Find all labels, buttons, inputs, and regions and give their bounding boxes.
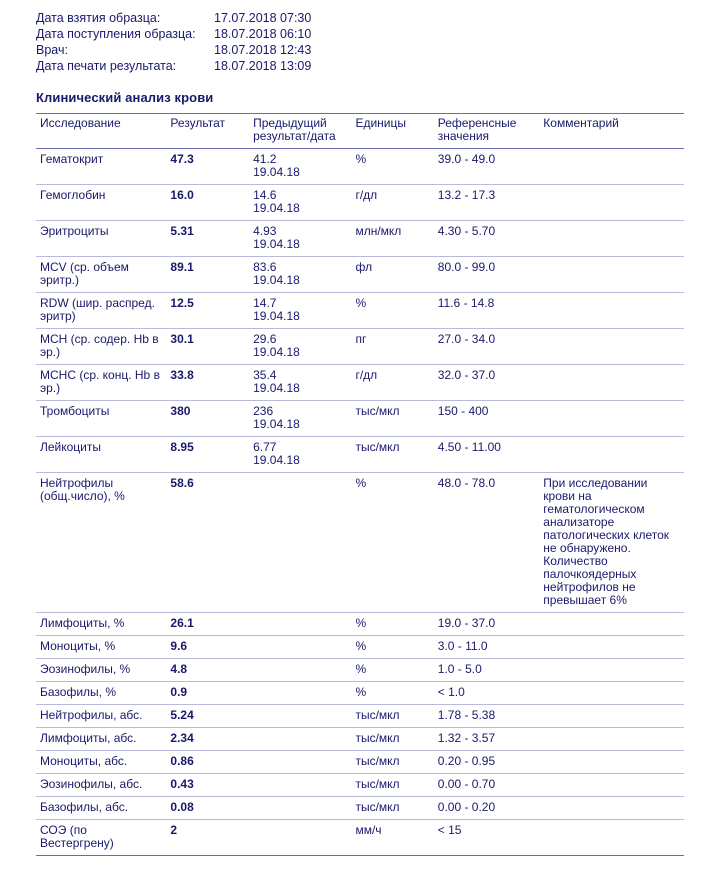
meta-row-clipped bbox=[36, 2, 684, 10]
column-header-name: Исследование bbox=[36, 114, 166, 149]
cell-result: 2.34 bbox=[166, 728, 249, 751]
cell-previous bbox=[249, 797, 351, 820]
cell-reference: 1.78 - 5.38 bbox=[434, 705, 540, 728]
cell-name: Тромбоциты bbox=[36, 401, 166, 437]
cell-previous-value: 41.2 bbox=[253, 152, 277, 166]
cell-name: Гемоглобин bbox=[36, 185, 166, 221]
cell-units: % bbox=[351, 636, 433, 659]
cell-previous bbox=[249, 473, 351, 613]
cell-units: тыс/мкл bbox=[351, 728, 433, 751]
cell-units: % bbox=[351, 473, 433, 613]
table-row bbox=[36, 636, 684, 659]
cell-previous bbox=[249, 820, 351, 856]
cell-previous bbox=[249, 613, 351, 636]
cell-result: 26.1 bbox=[166, 613, 249, 636]
cell-previous-date: 19.04.18 bbox=[253, 345, 300, 359]
table-row bbox=[36, 473, 684, 613]
cell-reference: 1.32 - 3.57 bbox=[434, 728, 540, 751]
cell-units: тыс/мкл bbox=[351, 751, 433, 774]
cell-reference: 4.50 - 11.00 bbox=[434, 437, 540, 473]
cell-comment bbox=[539, 820, 684, 856]
cell-units: мм/ч bbox=[351, 820, 433, 856]
cell-previous-date: 19.04.18 bbox=[253, 237, 300, 251]
cell-previous bbox=[249, 293, 351, 329]
cell-previous-date: 19.04.18 bbox=[253, 453, 300, 467]
column-header-units: Единицы bbox=[351, 114, 433, 149]
column-header-reference: Референсные значения bbox=[434, 114, 540, 149]
column-header-previous: Предыдущий результат/дата bbox=[249, 114, 351, 149]
cell-previous bbox=[249, 365, 351, 401]
cell-name: RDW (шир. распред. эритр) bbox=[36, 293, 166, 329]
cell-name: Базофилы, абс. bbox=[36, 797, 166, 820]
meta-row-print-date bbox=[36, 58, 684, 74]
cell-name: Эозинофилы, % bbox=[36, 659, 166, 682]
cell-comment bbox=[539, 257, 684, 293]
table-row bbox=[36, 705, 684, 728]
analysis-table bbox=[36, 113, 684, 856]
analysis-table-body bbox=[36, 149, 684, 856]
cell-units: фл bbox=[351, 257, 433, 293]
cell-previous-value: 4.93 bbox=[253, 224, 277, 238]
cell-name: MCH (ср. содер. Hb в эр.) bbox=[36, 329, 166, 365]
cell-previous bbox=[249, 149, 351, 185]
cell-units: % bbox=[351, 613, 433, 636]
cell-previous bbox=[249, 774, 351, 797]
meta-value-sample-received: 18.07.2018 06:10 bbox=[214, 27, 312, 41]
cell-reference: < 1.0 bbox=[434, 682, 540, 705]
cell-result: 47.3 bbox=[166, 149, 249, 185]
cell-previous bbox=[249, 705, 351, 728]
cell-reference: 32.0 - 37.0 bbox=[434, 365, 540, 401]
report-meta-block bbox=[36, 0, 684, 74]
cell-units: тыс/мкл bbox=[351, 774, 433, 797]
cell-name: Нейтрофилы (общ.число), % bbox=[36, 473, 166, 613]
meta-label-sample-taken: Дата взятия образца: bbox=[36, 11, 161, 25]
meta-row-sample-received bbox=[36, 26, 684, 42]
cell-comment bbox=[539, 401, 684, 437]
cell-previous-value: 29.6 bbox=[253, 332, 277, 346]
cell-units: % bbox=[351, 293, 433, 329]
table-row bbox=[36, 401, 684, 437]
table-row bbox=[36, 365, 684, 401]
cell-comment bbox=[539, 185, 684, 221]
cell-units: тыс/мкл bbox=[351, 401, 433, 437]
cell-result: 5.24 bbox=[166, 705, 249, 728]
table-row bbox=[36, 329, 684, 365]
cell-name: Гематокрит bbox=[36, 149, 166, 185]
page-footer bbox=[36, 862, 684, 874]
cell-previous bbox=[249, 257, 351, 293]
column-header-result: Результат bbox=[166, 114, 249, 149]
cell-previous bbox=[249, 221, 351, 257]
meta-row-doctor bbox=[36, 42, 684, 58]
cell-previous bbox=[249, 636, 351, 659]
cell-name: MCHC (ср. конц. Hb в эр.) bbox=[36, 365, 166, 401]
cell-reference: 3.0 - 11.0 bbox=[434, 636, 540, 659]
cell-name: Моноциты, абс. bbox=[36, 751, 166, 774]
cell-previous bbox=[249, 659, 351, 682]
cell-previous-date: 19.04.18 bbox=[253, 381, 300, 395]
cell-previous-value: 6.77 bbox=[253, 440, 277, 454]
meta-value-sample-taken: 17.07.2018 07:30 bbox=[214, 11, 312, 25]
meta-label-doctor: Врач: bbox=[36, 43, 68, 57]
cell-previous-date: 19.04.18 bbox=[253, 201, 300, 215]
cell-units: г/дл bbox=[351, 185, 433, 221]
cell-comment bbox=[539, 682, 684, 705]
table-row bbox=[36, 149, 684, 185]
cell-previous-date: 19.04.18 bbox=[253, 273, 300, 287]
cell-units: тыс/мкл bbox=[351, 437, 433, 473]
cell-result: 4.8 bbox=[166, 659, 249, 682]
cell-result: 30.1 bbox=[166, 329, 249, 365]
cell-result: 0.43 bbox=[166, 774, 249, 797]
cell-result: 2 bbox=[166, 820, 249, 856]
meta-value-print-date: 18.07.2018 13:09 bbox=[214, 59, 312, 73]
cell-previous bbox=[249, 751, 351, 774]
cell-result: 0.86 bbox=[166, 751, 249, 774]
cell-previous bbox=[249, 682, 351, 705]
cell-comment bbox=[539, 437, 684, 473]
cell-previous-date: 19.04.18 bbox=[253, 417, 300, 431]
cell-name: Базофилы, % bbox=[36, 682, 166, 705]
cell-reference: 1.0 - 5.0 bbox=[434, 659, 540, 682]
table-row bbox=[36, 751, 684, 774]
cell-comment bbox=[539, 728, 684, 751]
cell-result: 380 bbox=[166, 401, 249, 437]
cell-previous bbox=[249, 329, 351, 365]
cell-result: 89.1 bbox=[166, 257, 249, 293]
cell-result: 0.08 bbox=[166, 797, 249, 820]
cell-reference: 80.0 - 99.0 bbox=[434, 257, 540, 293]
cell-reference: 0.00 - 0.70 bbox=[434, 774, 540, 797]
meta-row-sample-taken bbox=[36, 10, 684, 26]
cell-reference: 0.20 - 0.95 bbox=[434, 751, 540, 774]
cell-comment bbox=[539, 774, 684, 797]
table-row bbox=[36, 820, 684, 856]
meta-label-print-date: Дата печати результата: bbox=[36, 59, 177, 73]
table-header-row bbox=[36, 114, 684, 149]
cell-comment bbox=[539, 329, 684, 365]
cell-name: Эозинофилы, абс. bbox=[36, 774, 166, 797]
table-row bbox=[36, 293, 684, 329]
cell-previous-value: 83.6 bbox=[253, 260, 277, 274]
cell-previous-value: 14.6 bbox=[253, 188, 277, 202]
cell-reference: 39.0 - 49.0 bbox=[434, 149, 540, 185]
cell-previous bbox=[249, 437, 351, 473]
analysis-table-header bbox=[36, 114, 684, 149]
cell-result: 58.6 bbox=[166, 473, 249, 613]
cell-previous bbox=[249, 401, 351, 437]
cell-comment bbox=[539, 659, 684, 682]
table-row bbox=[36, 257, 684, 293]
cell-result: 16.0 bbox=[166, 185, 249, 221]
cell-reference: 0.00 - 0.20 bbox=[434, 797, 540, 820]
cell-units: тыс/мкл bbox=[351, 705, 433, 728]
cell-reference: 150 - 400 bbox=[434, 401, 540, 437]
table-row bbox=[36, 437, 684, 473]
cell-units: % bbox=[351, 149, 433, 185]
table-row bbox=[36, 185, 684, 221]
cell-reference: 11.6 - 14.8 bbox=[434, 293, 540, 329]
cell-units: пг bbox=[351, 329, 433, 365]
table-row bbox=[36, 774, 684, 797]
cell-comment bbox=[539, 613, 684, 636]
cell-name: СОЭ (по Вестергрену) bbox=[36, 820, 166, 856]
cell-comment bbox=[539, 365, 684, 401]
cell-reference: 13.2 - 17.3 bbox=[434, 185, 540, 221]
cell-reference: < 15 bbox=[434, 820, 540, 856]
cell-name: Эритроциты bbox=[36, 221, 166, 257]
table-row bbox=[36, 613, 684, 636]
cell-name: MCV (ср. объем эритр.) bbox=[36, 257, 166, 293]
cell-result: 0.9 bbox=[166, 682, 249, 705]
cell-previous-date: 19.04.18 bbox=[253, 165, 300, 179]
cell-result: 5.31 bbox=[166, 221, 249, 257]
cell-comment bbox=[539, 751, 684, 774]
cell-reference: 27.0 - 34.0 bbox=[434, 329, 540, 365]
cell-reference: 48.0 - 78.0 bbox=[434, 473, 540, 613]
cell-name: Лимфоциты, % bbox=[36, 613, 166, 636]
cell-previous-date: 19.04.18 bbox=[253, 309, 300, 323]
cell-previous bbox=[249, 185, 351, 221]
table-row bbox=[36, 728, 684, 751]
cell-units: млн/мкл bbox=[351, 221, 433, 257]
section-title: Клинический анализ крови bbox=[36, 90, 214, 105]
column-header-comment: Комментарий bbox=[539, 114, 684, 149]
cell-units: тыс/мкл bbox=[351, 797, 433, 820]
cell-units: г/дл bbox=[351, 365, 433, 401]
cell-units: % bbox=[351, 682, 433, 705]
cell-reference: 4.30 - 5.70 bbox=[434, 221, 540, 257]
cell-result: 8.95 bbox=[166, 437, 249, 473]
cell-previous-value: 236 bbox=[253, 404, 274, 418]
table-row bbox=[36, 221, 684, 257]
cell-name: Моноциты, % bbox=[36, 636, 166, 659]
cell-reference: 19.0 - 37.0 bbox=[434, 613, 540, 636]
cell-result: 12.5 bbox=[166, 293, 249, 329]
cell-name: Лейкоциты bbox=[36, 437, 166, 473]
cell-comment bbox=[539, 221, 684, 257]
cell-name: Нейтрофилы, абс. bbox=[36, 705, 166, 728]
cell-units: % bbox=[351, 659, 433, 682]
meta-value-doctor: 18.07.2018 12:43 bbox=[214, 43, 312, 57]
cell-previous bbox=[249, 728, 351, 751]
table-row bbox=[36, 659, 684, 682]
cell-previous-value: 35.4 bbox=[253, 368, 277, 382]
table-row bbox=[36, 682, 684, 705]
cell-comment bbox=[539, 636, 684, 659]
cell-result: 9.6 bbox=[166, 636, 249, 659]
cell-comment bbox=[539, 293, 684, 329]
cell-comment bbox=[539, 705, 684, 728]
table-row bbox=[36, 797, 684, 820]
cell-comment bbox=[539, 797, 684, 820]
cell-name: Лимфоциты, абс. bbox=[36, 728, 166, 751]
cell-result: 33.8 bbox=[166, 365, 249, 401]
cell-previous-value: 14.7 bbox=[253, 296, 277, 310]
cell-comment bbox=[539, 149, 684, 185]
cell-comment: При исследовании крови на гематологическом анализаторе патологических клеток не обнаружено. Количество палочкоядерных нейтрофилов не превышает 6% bbox=[539, 473, 684, 613]
meta-label-sample-received: Дата поступления образца: bbox=[36, 27, 196, 41]
